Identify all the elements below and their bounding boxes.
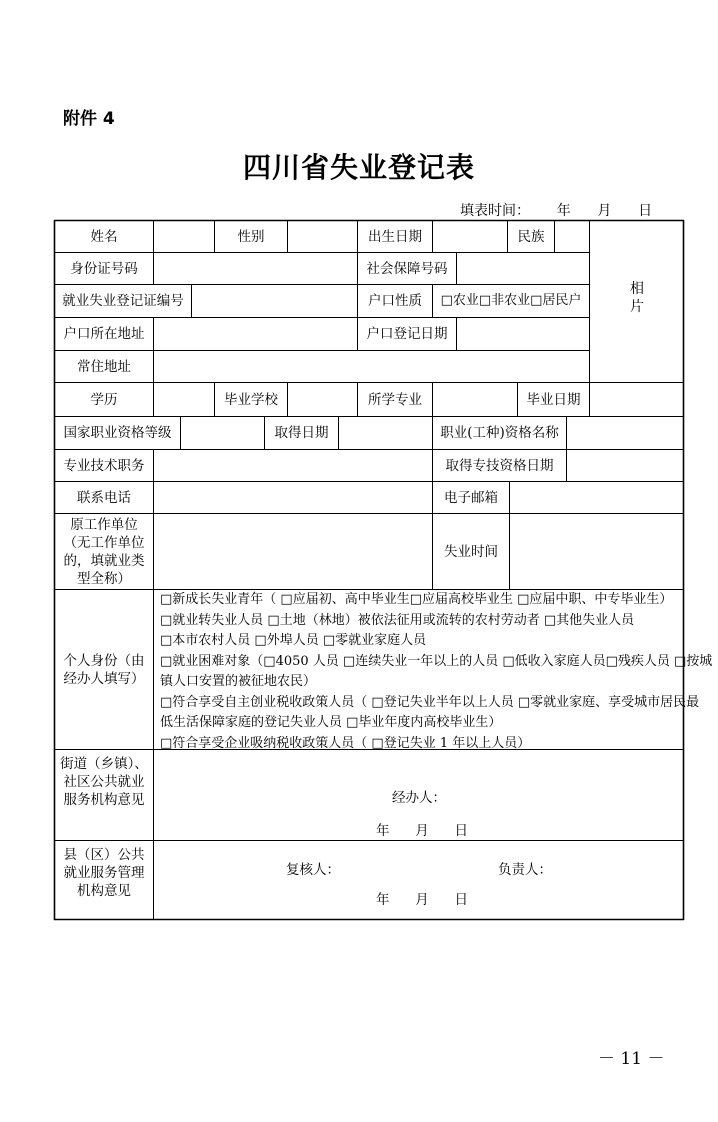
identity-option: 镇人口安置的被征地农民） (160, 674, 317, 689)
county-date-line (376, 888, 468, 908)
photo-box (590, 280, 684, 316)
label-unemployment-time: 失业时间 (444, 543, 498, 560)
label-education: 学历 (90, 391, 118, 408)
identity-option[interactable]: □符合享受企业吸纳税收政策人员（ □登记失业 1 年以上人员） (160, 735, 531, 751)
label-ethnicity: 民族 (517, 228, 545, 245)
hukou-options[interactable]: □农业□非农业□居民户 (440, 293, 582, 308)
street-year: 年 (376, 823, 390, 839)
handler-label: 经办人： (392, 790, 446, 806)
street-date-line (376, 819, 468, 839)
label-grad-date: 毕业日期 (526, 391, 581, 408)
fill-month-label: 月 (597, 203, 612, 219)
county-year: 年 (376, 892, 390, 908)
fill-day-label: 日 (638, 203, 653, 219)
label-social-security: 社会保障号码 (366, 260, 448, 277)
label-phone: 联系电话 (77, 489, 131, 506)
label-hukou-reg-date: 户口登记日期 (366, 326, 448, 342)
photo-char-2: 片 (630, 299, 644, 315)
responsible-label: 负责人： (498, 862, 552, 878)
label-former-employer: 原工作单位（无工作单位的，填就业类型全称） (63, 516, 145, 587)
reviewer-label: 复核人： (286, 862, 340, 878)
label-tech-obtain-date: 取得专技资格日期 (445, 457, 554, 474)
label-school: 毕业学校 (224, 391, 278, 408)
label-tech-title: 专业技术职务 (63, 457, 145, 474)
label-identity: 个人身份（由经办人填写） (63, 652, 145, 687)
identity-option[interactable]: □符合享受自主创业税收政策人员（ □登记失业半年以上人员 □零就业家庭、享受城市居民最 (160, 694, 700, 710)
street-day: 日 (454, 823, 468, 839)
identity-option[interactable]: □就业困难对象（□4050 人员 □连续失业一年以上的人员 □低收入家庭人员□残疾人员 □按城 (160, 653, 713, 669)
label-hukou-type: 户口性质 (368, 293, 422, 309)
identity-option[interactable]: □就业转失业人员 □土地（林地）被依法征用或流转的农村劳动者 □其他失业人员 (160, 612, 635, 628)
fill-time-label: 填表时间： (460, 203, 530, 219)
form-title: 四川省失业登记表 (242, 151, 475, 184)
label-email: 电子邮箱 (444, 489, 498, 506)
fill-year-label: 年 (556, 203, 571, 219)
photo-char-1: 相 (630, 281, 644, 297)
label-hukou-address: 户口所在地址 (63, 326, 145, 342)
label-street-opinion: 街道（乡镇）、社区公共就业服务机构意见 (60, 756, 148, 808)
label-birth-date: 出生日期 (368, 228, 422, 245)
county-day: 日 (454, 892, 468, 908)
identity-option[interactable]: □本市农村人员 □外埠人员 □零就业家庭人员 (160, 633, 427, 648)
identity-options (160, 590, 713, 754)
label-job-qualification-name: 职业(工种)资格名称 (440, 425, 559, 441)
attachment-label: 附件 4 (63, 109, 115, 129)
label-obtain-date: 取得日期 (274, 425, 329, 441)
identity-option: 低生活保障家庭的登记失业人员 □毕业年度内高校毕业生） (160, 715, 502, 730)
page-number: － 11 － (598, 1049, 665, 1069)
street-month: 月 (415, 823, 429, 839)
label-name: 姓名 (90, 228, 118, 245)
county-month: 月 (415, 892, 429, 908)
label-qualification-level: 国家职业资格等级 (63, 425, 172, 441)
fill-time-line (460, 200, 652, 220)
label-gender: 性别 (237, 228, 265, 245)
label-id-number: 身份证号码 (70, 260, 138, 277)
label-residence: 常住地址 (77, 358, 131, 375)
label-major: 所学专业 (368, 391, 422, 408)
label-county-opinion: 县（区）公共就业服务管理机构意见 (63, 847, 145, 899)
identity-option[interactable]: □新成长失业青年（ □应届初、高中毕业生□应届高校毕业生 □应届中职、中专毕业生） (160, 592, 673, 607)
label-employment-cert: 就业失业登记证编号 (62, 293, 184, 309)
